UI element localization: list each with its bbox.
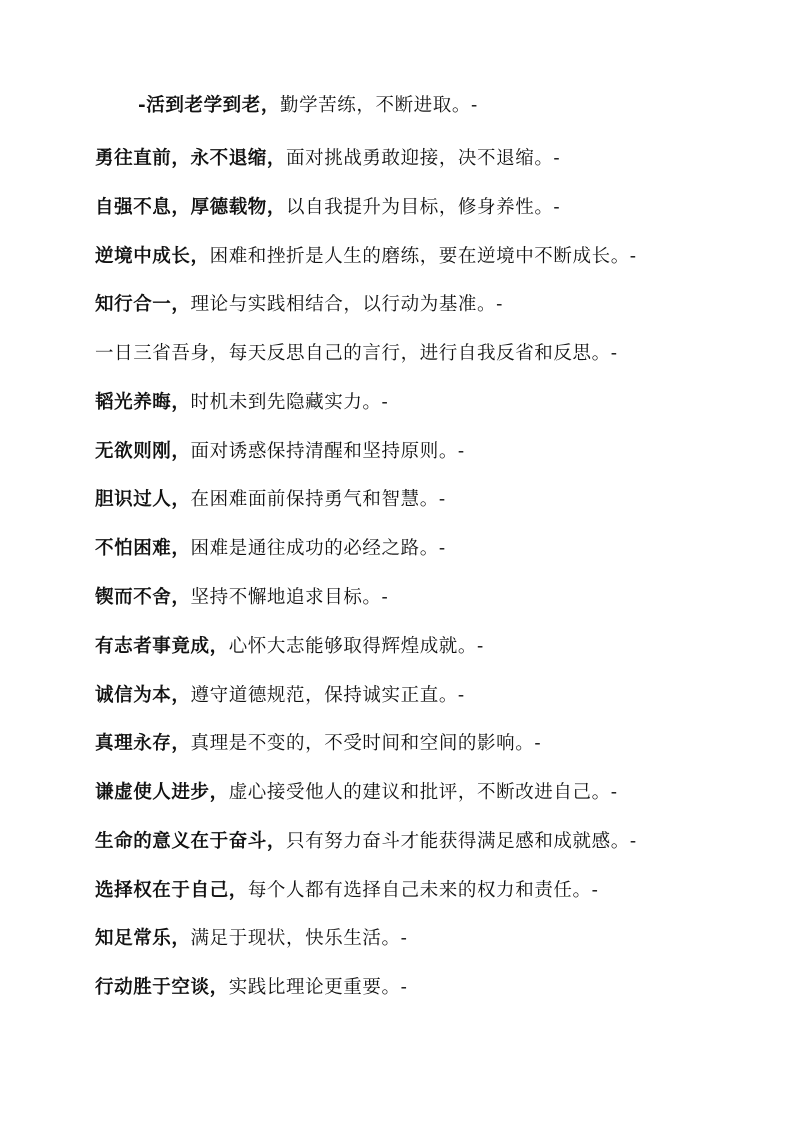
line-desc: 坚持不懈地追求目标。- (190, 587, 389, 608)
text-line (95, 439, 785, 465)
text-line (95, 926, 785, 952)
text-line (95, 683, 785, 709)
text-line (95, 975, 785, 1001)
line-desc: 一日三省吾身，每天反思自己的言行，进行自我反省和反思。- (95, 343, 618, 364)
line-term: 知足常乐， (95, 928, 191, 949)
line-desc: 面对诱惑保持清醒和坚持原则。- (190, 441, 465, 462)
line-desc: 心怀大志能够取得辉煌成就。- (228, 636, 484, 657)
text-line (95, 585, 785, 611)
text-line (95, 731, 785, 757)
text-line (95, 829, 785, 855)
line-desc: 困难和挫折是人生的磨练，要在逆境中不断成长。- (209, 246, 637, 267)
line-desc: 时机未到先隐藏实力。- (190, 392, 389, 413)
text-line (95, 341, 785, 367)
text-line (95, 390, 785, 416)
line-term: -活到老学到老， (138, 95, 280, 116)
line-desc: 面对挑战勇敢迎接，决不退缩。- (286, 148, 561, 169)
line-term: 无欲则刚， (95, 441, 191, 462)
line-desc: 实践比理论更重要。- (228, 977, 408, 998)
line-term: 勇往直前，永不退缩， (95, 148, 287, 169)
text-line (95, 634, 785, 660)
line-term: 诚信为本， (95, 685, 191, 706)
line-term: 有志者事竟成， (95, 636, 229, 657)
line-term: 谦虚使人进步， (95, 782, 229, 803)
text-line (95, 780, 785, 806)
line-term: 锲而不舍， (95, 587, 191, 608)
line-term: 行动胜于空谈， (95, 977, 229, 998)
text-line (95, 292, 785, 318)
line-term: 逆境中成长， (95, 246, 210, 267)
line-term: 生命的意义在于奋斗， (95, 831, 287, 852)
line-term: 不怕困难， (95, 538, 191, 559)
line-term: 自强不息，厚德载物， (95, 197, 287, 218)
line-desc: 理论与实践相结合，以行动为基准。- (190, 294, 503, 315)
line-term: 知行合一， (95, 294, 191, 315)
text-line (138, 93, 800, 119)
line-term: 选择权在于自己， (95, 880, 248, 901)
text-line (95, 146, 785, 172)
line-desc: 只有努力奋斗才能获得满足感和成就感。- (286, 831, 637, 852)
text-line (95, 878, 785, 904)
line-term: 真理永存， (95, 733, 191, 754)
text-line (95, 244, 785, 270)
line-desc: 虚心接受他人的建议和批评，不断改进自己。- (228, 782, 618, 803)
line-desc: 满足于现状，快乐生活。- (190, 928, 408, 949)
text-line (95, 487, 785, 513)
line-desc: 在困难面前保持勇气和智慧。- (190, 489, 446, 510)
line-desc: 困难是通往成功的必经之路。- (190, 538, 446, 559)
text-line (95, 536, 785, 562)
line-term: 胆识过人， (95, 489, 191, 510)
line-desc: 真理是不变的，不受时间和空间的影响。- (190, 733, 542, 754)
text-line (95, 195, 785, 221)
line-desc: 遵守道德规范，保持诚实正直。- (190, 685, 465, 706)
line-desc: 以自我提升为目标，修身养性。- (286, 197, 561, 218)
line-term: 韬光养晦， (95, 392, 191, 413)
line-desc: 每个人都有选择自己未来的权力和责任。- (247, 880, 599, 901)
line-desc: 勤学苦练，不断进取。- (279, 95, 478, 116)
